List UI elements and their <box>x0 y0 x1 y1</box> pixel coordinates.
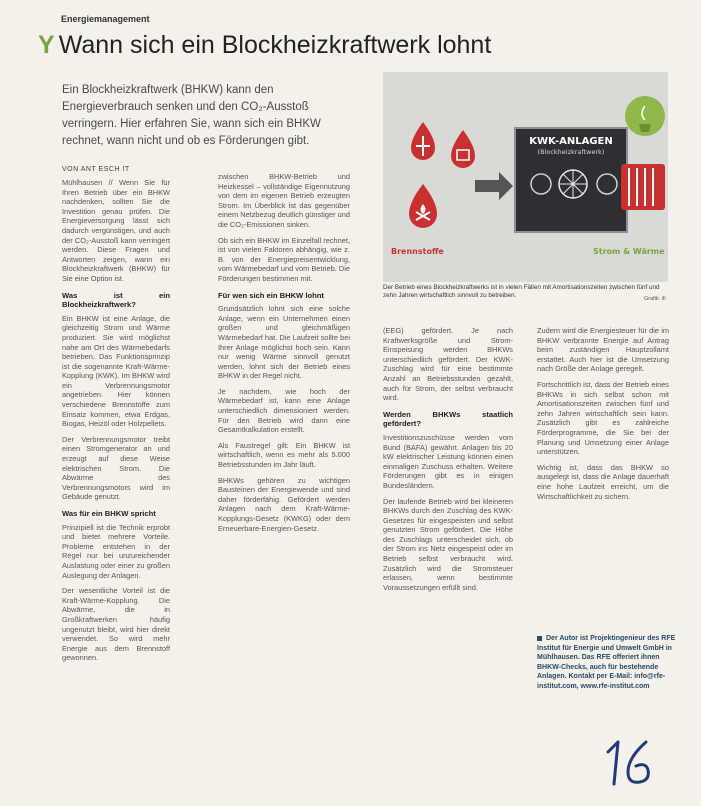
headline-mark-icon: Y <box>38 31 55 59</box>
paragraph: Der Verbrennungsmotor treibt einen Stromgenerator an und erzeugt auf diese Weise elektrischen Strom. Die Abwärme des Verbrennungsmotors wird im Gebäude genutzt. <box>62 434 170 502</box>
figure-credit: Grafik: ifi <box>644 296 666 302</box>
paragraph: (EEG) gefördert. Je nach Kraftwerksgröße und Strom-Einspeisung werden BHKWs unterschiedlich gefördert. Der KWK-Zuschlag wird für eine bestimmte Anzahl an Betriebsstunden gezahlt, auch für Strom, der selbst verbraucht wird. <box>383 326 513 403</box>
text-column-2 <box>218 172 350 788</box>
figure-right-label: Strom & Wärme <box>593 247 665 256</box>
paragraph: Der laufende Betrieb wird bei kleineren BHKWs durch den Zuschlag des KWK-Gesetzes für eingespeisten und selbst genutzten Strom gefördert. Die Höhe des Zuschlags unterscheidet sich, ob der Strom ins Netz eingespeist oder im Betrieb selbst verbraucht wird. Zusätzlich wird die Stromsteuer erlassen, wenn bestimmte Voraussetzungen erfüllt sind. <box>383 496 513 592</box>
section-kicker: Energiemanagement <box>61 14 150 24</box>
radiator-icon <box>621 164 665 210</box>
paragraph: Mühlhausen // Wenn Sie für Ihren Betrieb über ein BHKW nachdenken, sollten Sie die Investition genau prüfen. Die Energieversorgung lässt sich dadurch vergünstigen, und auch der CO₂-Ausstoß kann verringert werden. Diese Fragen und Antworten zeigen, wann ein Blockheizkraftwerk (BHKW) für Sie eine Option ist. <box>62 178 170 283</box>
text-column-4 <box>537 326 669 626</box>
bhkw-illustration <box>383 72 668 282</box>
author-note-text: Der Autor ist Projektingenieur des RFE Institut für Energie und Umwelt GmbH in Mühlhausen. Das RFE offeriert ihnen BHKW-Checks, auch für bestehende Anlagen. Kontakt per E-Mail: info@rfe-institut.com, www.rfe-institut.com <box>537 635 676 690</box>
paragraph: Je nachdem, wie hoch der Wärmebedarf ist, kann eine Anlage unterschiedlich dimensioniert werden. Für den Betrieb wird dann eine Gesamtkalkulation erstellt. <box>218 386 350 435</box>
bhkw-diagram <box>383 72 668 282</box>
paragraph: BHKWs gehören zu wichtigen Bausteinen der Energiewende und sind daher förderfähig. Gefördert werden Anlagen nach dem Kraft-Wärme-Kopplungs-Gesetz (KWKG) oder dem Erneuerbare-Energien-Gesetz. <box>218 475 350 533</box>
subheading: Was ist ein Blockheizkraftwerk? <box>62 290 170 310</box>
paragraph: Als Faustregel gilt: Ein BHKW ist wirtschaftlich, wenn es mehr als 5.000 Betriebsstunden im Jahr läuft. <box>218 440 350 470</box>
subheading: Für wen sich ein BHKW lohnt <box>218 290 324 300</box>
bullet-square-icon <box>537 636 542 641</box>
paragraph: Der wesentliche Vorteil ist die Kraft-Wärme-Kopplung. Die Abwärme, die in Großkraftwerken häufig ungenutzt bleibt, wird hier direkt verwendet. So wird mehr Energie aus dem Brennstoff gewonnen. <box>62 586 170 663</box>
subheading: Werden BHKWs staatlich gefördert? <box>383 409 513 429</box>
paragraph: Ob sich ein BHKW im Einzelfall rechnet, ist von vielen Faktoren abhängig, wie z. B. von der Energiepreisentwicklung, vom Wärmebedarf und vom Betrieb. Die Förderungen bestimmen mit. <box>218 235 350 283</box>
figure-left-label: Brennstoffe <box>391 247 444 256</box>
paragraph: Zudem wird die Energiesteuer für die im BHKW verbrannte Energie auf Antrag beim zuständigen Hauptzollamt erstattet. Auch hier ist die Umsetzung nach Größe der Anlage geregelt. <box>537 326 669 374</box>
article-lead: Ein Blockheizkraftwerk (BHKW) kann den Energieverbrauch senken und den CO₂-Ausstoß verringern. Hier erfahren Sie, wann sich ein BHKW rechnet, wann nicht und ob es Förderungen gibt. <box>62 84 321 147</box>
figure-subtitle: (Blockheizkraftwerk) <box>537 148 605 156</box>
author-note <box>537 634 679 691</box>
text-column-1 <box>62 178 170 778</box>
paragraph: zwischen BHKW-Betrieb und Heizkessel – vollständige Eigennutzung von dem im eigenen Betrieb erzeugten Strom. Im Überblick ist das gegenüber einem Netzbezug deutlich günstiger und die CO₂-Emissionen sinken. <box>218 172 350 229</box>
subheading: Was für ein BHKW spricht <box>62 509 156 518</box>
paragraph: Fortschrittlich ist, dass der Betrieb eines BHKWs in sich selbst schon mit Amortisationszeiten zwischen fünf und zehn Jahren wirtschaftlich sein kann. Zusätzlich gibt es zahlreiche Förderprogramme, die Sie bei der Planung und Umsetzung einer Anlage unterstützen. <box>537 379 669 457</box>
electricity-output-icon <box>625 96 665 136</box>
figure-title: KWK-ANLAGEN <box>529 136 613 147</box>
paragraph: Prinzipiell ist die Technik erprobt und bietet mehrere Vorteile. Probleme entstehen in der Regel nur bei unzureichender Auslastung oder einer zu großen Auslegung der Anlagen. <box>62 522 170 580</box>
article-byline: VON ANT ESCH IT <box>62 166 130 173</box>
paragraph: Grundsätzlich lohnt sich eine solche Anlage, wenn ein Unternehmen einen großen und gleichmäßigen Wärmebedarf hat. Die Laufzeit sollte bei Ihrer Anlage möglichst hoch sein. Kann nur wenig Wärme sinnvoll genutzt werden, lohnt sich der Betrieb eines BHKW in der Regel nicht. <box>218 304 350 381</box>
text-column-3 <box>383 326 513 770</box>
paragraph: Investitionszuschüsse werden vom Bund (BAFA) gewährt. Anlagen bis 20 kW elektrischer Leistung können einen einmaligen Zuschuss erhalten. Weitere Förderungen gibt es in einigen Bundesländern. <box>383 432 513 490</box>
paragraph: Ein BHKW ist eine Anlage, die gleichzeitig Strom und Wärme produziert. Sie wird möglichst nahe am Ort des Wärmebedarfs betrieben. Das Funktionsprinzip ist die sogenannte Kraft-Wärme-Kopplung (KWK). Im BHKW wird ein Verbrennungsmotor angetrieben. Hier können verschiedene Brennstoffe zum Einsatz kommen, etwa Erdgas, Biogas, Heizöl oder Holzpellets. <box>62 313 170 429</box>
headline-text: Wann sich ein Blockheizkraftwerk lohnt <box>58 31 492 59</box>
handwritten-page-number <box>602 736 662 793</box>
article-headline <box>38 31 491 60</box>
figure-caption: Der Betrieb eines Blockheizkraftwerks ist in vielen Fällen mit Amortisationszeiten zwischen fünf und zehn Jahren wirtschaftlich sinnvoll zu betreiben. <box>383 284 660 299</box>
paragraph: Wichtig ist, dass das BHKW so ausgelegt ist, dass die Anlage dauerhaft eine hohe Laufzeit erreicht, um die Wirtschaftlichkeit zu sichern. <box>537 462 669 501</box>
